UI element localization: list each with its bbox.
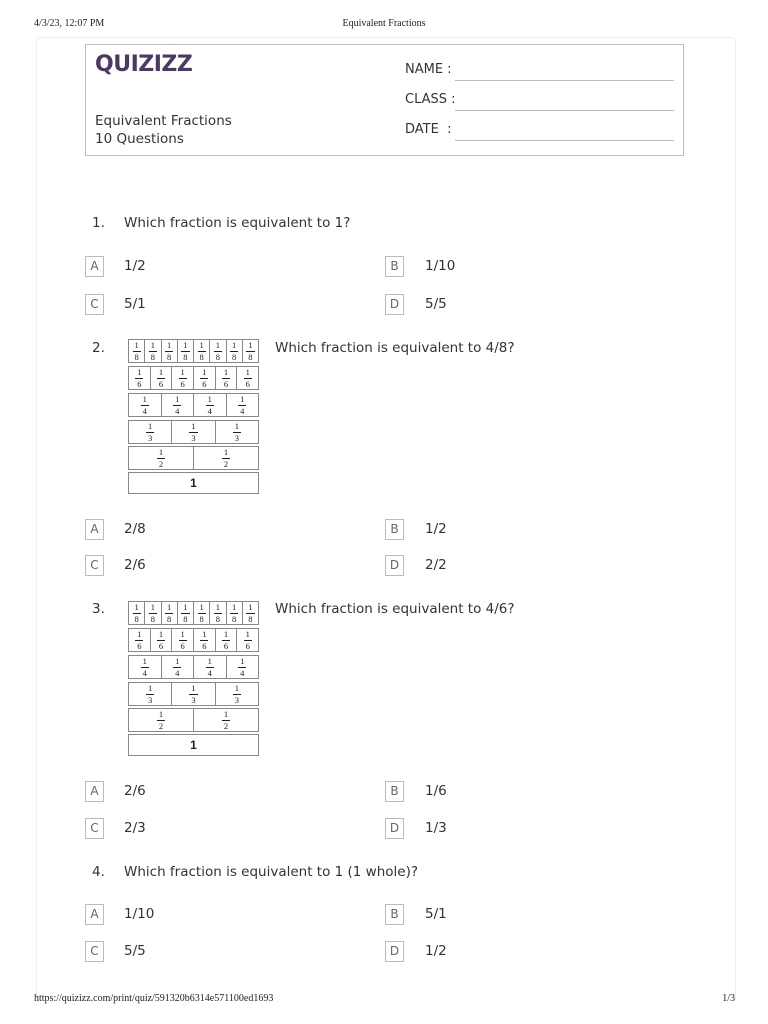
fraction-denominator: 6 [137, 640, 142, 651]
fraction-cell [162, 340, 178, 362]
fraction-numerator: 1 [215, 602, 220, 612]
fraction-numerator: 1 [223, 447, 229, 457]
fraction-denominator: 4 [240, 405, 245, 416]
fraction-cell [151, 629, 173, 651]
print-url: https://quizizz.com/print/quiz/591320b6314e571100ed1693 [34, 993, 274, 1004]
fraction-cell [216, 421, 258, 443]
option-letter-box[interactable]: B [385, 519, 404, 540]
fraction-numerator: 1 [134, 602, 139, 612]
fraction-cell [129, 447, 194, 469]
option-letter-box[interactable]: C [85, 818, 104, 839]
fraction-denominator: 3 [148, 432, 153, 443]
fraction-denominator: 8 [199, 613, 204, 624]
fraction-cell [210, 602, 226, 624]
option-letter-box[interactable]: C [85, 941, 104, 962]
fraction-row [128, 682, 259, 706]
question-text: Which fraction is equivalent to 1 (1 whole)? [124, 864, 419, 880]
fraction-cell [243, 340, 258, 362]
fraction-numerator: 1 [150, 340, 155, 350]
fraction-cell [194, 447, 258, 469]
fraction-denominator: 6 [180, 378, 185, 389]
fraction-numerator: 1 [167, 602, 172, 612]
fraction-numerator: 1 [148, 683, 153, 693]
fraction-row [128, 446, 259, 470]
fraction-denominator: 4 [175, 667, 180, 678]
question-number: 1. [92, 215, 105, 231]
fraction-numerator: 1 [234, 421, 239, 431]
fraction-denominator: 6 [180, 640, 185, 651]
option-text: 2/2 [425, 557, 447, 573]
class-line[interactable] [455, 110, 674, 111]
fraction-denominator: 8 [150, 613, 155, 624]
fraction-denominator: 8 [183, 613, 188, 624]
fraction-cell [129, 709, 194, 731]
fraction-denominator: 2 [158, 458, 164, 469]
fraction-denominator: 8 [248, 613, 253, 624]
print-date: 4/3/23, 12:07 PM [34, 18, 105, 29]
fraction-numerator: 1 [240, 656, 245, 666]
fraction-numerator: 1 [215, 340, 220, 350]
fraction-denominator: 3 [191, 432, 196, 443]
print-title: Equivalent Fractions [342, 18, 426, 29]
fraction-denominator: 4 [207, 405, 212, 416]
fraction-denominator: 4 [142, 405, 147, 416]
option-letter-box[interactable]: A [85, 519, 104, 540]
fraction-numerator: 1 [158, 367, 164, 377]
fraction-numerator: 1 [137, 629, 142, 639]
fraction-numerator: 1 [134, 340, 139, 350]
fraction-row-whole [128, 734, 259, 756]
option-text: 2/8 [124, 521, 146, 537]
option-letter-box[interactable]: D [385, 294, 404, 315]
fraction-denominator: 8 [134, 613, 139, 624]
fraction-cell [194, 394, 227, 416]
fraction-cell [129, 629, 151, 651]
fraction-denominator: 3 [234, 694, 239, 705]
question-number: 2. [92, 340, 105, 356]
fraction-denominator: 6 [245, 640, 250, 651]
page-number: 1/3 [722, 993, 735, 1004]
fraction-cell [237, 367, 258, 389]
fraction-cell [145, 340, 161, 362]
fraction-numerator: 1 [191, 421, 196, 431]
quizizz-logo: QUIZIZZ [95, 52, 193, 77]
option-letter-box[interactable]: D [385, 555, 404, 576]
fraction-numerator: 1 [232, 340, 237, 350]
fraction-cell [129, 602, 145, 624]
fraction-cell [194, 340, 210, 362]
option-text: 2/3 [124, 820, 146, 836]
fraction-cell [178, 340, 194, 362]
fraction-row-whole [128, 472, 259, 494]
fraction-denominator: 6 [158, 378, 164, 389]
fraction-numerator: 1 [240, 394, 245, 404]
fraction-numerator: 1 [158, 709, 164, 719]
fraction-numerator: 1 [183, 340, 188, 350]
fraction-row [128, 628, 259, 652]
fraction-cell [129, 421, 172, 443]
fraction-cell [129, 340, 145, 362]
fraction-denominator: 6 [202, 378, 207, 389]
option-text: 2/6 [124, 783, 146, 799]
fraction-cell [216, 367, 238, 389]
fraction-numerator: 1 [248, 602, 253, 612]
fraction-numerator: 1 [202, 367, 207, 377]
fraction-cell [227, 656, 259, 678]
fraction-cell [216, 629, 238, 651]
fraction-denominator: 6 [223, 640, 229, 651]
fraction-denominator: 3 [234, 432, 239, 443]
fraction-cell [243, 602, 258, 624]
fraction-row [128, 420, 259, 444]
fraction-cell [129, 394, 162, 416]
fraction-cell [151, 367, 173, 389]
fraction-cell [227, 602, 243, 624]
fraction-denominator: 8 [248, 351, 253, 362]
fraction-cell [194, 629, 216, 651]
option-text: 1/10 [124, 906, 155, 922]
fraction-row [128, 655, 259, 679]
fraction-numerator: 1 [248, 340, 253, 350]
fraction-cell [172, 367, 194, 389]
fraction-whole: 1 [190, 738, 197, 752]
question-text: Which fraction is equivalent to 1? [124, 215, 351, 231]
option-letter-box[interactable]: A [85, 256, 104, 277]
question-number: 4. [92, 864, 105, 880]
fraction-cell [172, 421, 215, 443]
fraction-numerator: 1 [199, 340, 204, 350]
fraction-denominator: 4 [240, 667, 245, 678]
class-label: CLASS : [405, 92, 456, 107]
fraction-denominator: 8 [199, 351, 204, 362]
fraction-denominator: 6 [137, 378, 142, 389]
fraction-denominator: 8 [232, 351, 237, 362]
fraction-denominator: 4 [142, 667, 147, 678]
fraction-denominator: 4 [175, 405, 180, 416]
fraction-numerator: 1 [223, 629, 229, 639]
fraction-numerator: 1 [223, 709, 229, 719]
option-letter-box[interactable]: D [385, 941, 404, 962]
fraction-numerator: 1 [199, 602, 204, 612]
fraction-numerator: 1 [175, 656, 180, 666]
fraction-numerator: 1 [207, 394, 212, 404]
date-line[interactable] [455, 140, 674, 141]
option-letter-box[interactable]: A [85, 781, 104, 802]
fraction-numerator: 1 [232, 602, 237, 612]
option-letter-box[interactable]: B [385, 781, 404, 802]
fraction-cell [210, 340, 226, 362]
fraction-denominator: 8 [167, 351, 172, 362]
name-line[interactable] [455, 80, 674, 81]
fraction-cell [194, 709, 258, 731]
fraction-numerator: 1 [137, 367, 142, 377]
fraction-numerator: 1 [150, 602, 155, 612]
fraction-numerator: 1 [202, 629, 207, 639]
date-label: DATE : [405, 122, 452, 137]
fraction-denominator: 4 [207, 667, 212, 678]
fraction-numerator: 1 [158, 447, 164, 457]
fraction-cell [129, 683, 172, 705]
fraction-denominator: 6 [223, 378, 229, 389]
fraction-cell [194, 656, 227, 678]
fraction-denominator: 8 [183, 351, 188, 362]
fraction-cell [162, 602, 178, 624]
fraction-cell [129, 367, 151, 389]
option-letter-box[interactable]: B [385, 256, 404, 277]
fraction-denominator: 6 [245, 378, 250, 389]
fraction-numerator: 1 [234, 683, 239, 693]
option-text: 1/2 [425, 943, 447, 959]
option-letter-box[interactable]: C [85, 555, 104, 576]
quiz-title: Equivalent Fractions [95, 113, 232, 129]
fraction-numerator: 1 [180, 367, 185, 377]
option-text: 1/10 [425, 258, 456, 274]
option-text: 1/3 [425, 820, 447, 836]
fraction-denominator: 3 [148, 694, 153, 705]
question-text: Which fraction is equivalent to 4/6? [275, 601, 515, 617]
fraction-cell [145, 602, 161, 624]
fraction-whole: 1 [190, 476, 197, 490]
fraction-denominator: 2 [158, 720, 164, 731]
fraction-numerator: 1 [175, 394, 180, 404]
fraction-cell [162, 394, 195, 416]
option-letter-box[interactable]: C [85, 294, 104, 315]
option-text: 2/6 [124, 557, 146, 573]
fraction-cell [178, 602, 194, 624]
fraction-numerator: 1 [183, 602, 188, 612]
fraction-cell [194, 602, 210, 624]
fraction-denominator: 6 [158, 640, 164, 651]
option-text: 5/1 [425, 906, 447, 922]
fraction-row [128, 339, 259, 363]
fraction-denominator: 6 [202, 640, 207, 651]
option-text: 5/5 [124, 943, 146, 959]
fraction-cell [172, 683, 215, 705]
fraction-numerator: 1 [245, 629, 250, 639]
fraction-cell [172, 629, 194, 651]
fraction-numerator: 1 [142, 656, 147, 666]
fraction-row [128, 393, 259, 417]
fraction-row [128, 601, 259, 625]
fraction-numerator: 1 [207, 656, 212, 666]
option-text: 5/5 [425, 296, 447, 312]
fraction-denominator: 8 [215, 351, 220, 362]
fraction-cell [227, 394, 259, 416]
fraction-denominator: 8 [167, 613, 172, 624]
fraction-numerator: 1 [167, 340, 172, 350]
fraction-row [128, 366, 259, 390]
question-text: Which fraction is equivalent to 4/8? [275, 340, 515, 356]
fraction-numerator: 1 [245, 367, 250, 377]
question-count: 10 Questions [95, 131, 184, 147]
fraction-cell [194, 367, 216, 389]
option-text: 1/2 [124, 258, 146, 274]
fraction-denominator: 8 [232, 613, 237, 624]
fraction-numerator: 1 [158, 629, 164, 639]
option-letter-box[interactable]: B [385, 904, 404, 925]
option-text: 5/1 [124, 296, 146, 312]
fraction-numerator: 1 [180, 629, 185, 639]
fraction-cell [227, 340, 243, 362]
fraction-cell [237, 629, 258, 651]
fraction-denominator: 8 [215, 613, 220, 624]
fraction-denominator: 8 [150, 351, 155, 362]
fraction-numerator: 1 [223, 367, 229, 377]
fraction-row [128, 708, 259, 732]
fraction-denominator: 2 [223, 720, 229, 731]
fraction-cell [216, 683, 258, 705]
option-letter-box[interactable]: D [385, 818, 404, 839]
fraction-numerator: 1 [148, 421, 153, 431]
option-text: 1/2 [425, 521, 447, 537]
fraction-numerator: 1 [142, 394, 147, 404]
fraction-cell [162, 656, 195, 678]
option-letter-box[interactable]: A [85, 904, 104, 925]
fraction-denominator: 3 [191, 694, 196, 705]
fraction-denominator: 8 [134, 351, 139, 362]
fraction-numerator: 1 [191, 683, 196, 693]
fraction-cell [129, 656, 162, 678]
name-label: NAME : [405, 62, 452, 77]
fraction-denominator: 2 [223, 458, 229, 469]
question-number: 3. [92, 601, 105, 617]
option-text: 1/6 [425, 783, 447, 799]
